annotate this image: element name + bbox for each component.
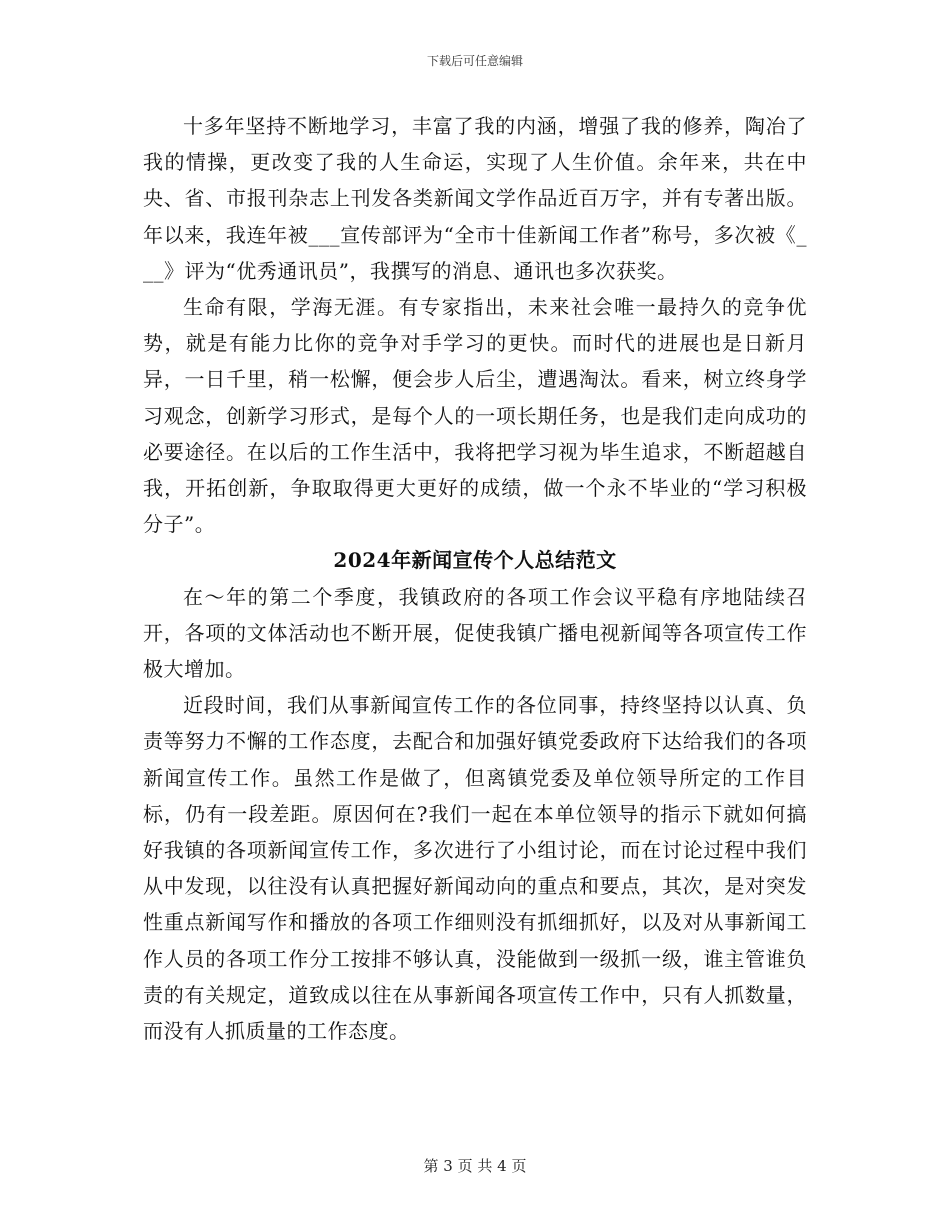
paragraph-lifelong-learning: 生命有限，学海无涯。有专家指出，未来社会唯一最持久的竞争优势，就是有能力比你的竞争对手学习的更快。而时代的进展也是日新月异，一日千里，稍一松懈，便会步人后尘，遭遇淘汰。看来，树立终身学习观念，创新学习形式，是每个人的一项长期任务，也是我们走向成功的必要途径。在以后的工作生活中，我将把学习视为毕生追求，不断超越自我，开拓创新，争取取得更大更好的成绩，做一个永不毕业的“学习积极分子”。 bbox=[143, 295, 807, 537]
document-body bbox=[143, 108, 807, 1049]
paragraph-study-achievements: 十多年坚持不断地学习，丰富了我的内涵，增强了我的修养，陶冶了我的情操，更改变了我的人生命运，实现了人生价值。余年来，共在中央、省、市报刊杂志上刊发各类新闻文学作品近百万字，并有专著出版。年以来，我连年被___宣传部评为“全市十佳新闻工作者”称号，多次被《___》评为“优秀通讯员”，我撰写的消息、通讯也多次获奖。 bbox=[143, 114, 807, 283]
page-header: 下载后可任意编辑 bbox=[426, 54, 523, 68]
section-title: 2024年新闻宣传个人总结范文 bbox=[333, 548, 617, 573]
paragraph-second-quarter: 在～年的第二个季度，我镇政府的各项工作会议平稳有序地陆续召开，各项的文体活动也不断开展，促使我镇广播电视新闻等各项宣传工作极大增加。 bbox=[143, 584, 807, 682]
page-number: 第 3 页 共 4 页 bbox=[423, 1157, 527, 1175]
paragraph-work-review: 近段时间，我们从事新闻宣传工作的各位同事，持终坚持以认真、负责等努力不懈的工作态度，去配合和加强好镇党委政府下达给我们的各项新闻宣传工作。虽然工作是做了，但离镇党委及单位领导所定的工作目标，仍有一段差距。原因何在?我们一起在本单位领导的指示下就如何搞好我镇的各项新闻宣传工作，多次进行了小组讨论，而在讨论过程中我们从中发现，以往没有认真把握好新闻动向的重点和要点，其次，是对突发性重点新闻写作和播放的各项工作细则没有抓细抓好，以及对从事新闻工作人员的各项工作分工按排不够认真，没能做到一级抓一级，谁主管谁负责的有关规定，道致成以往在从事新闻各项宣传工作中，只有人抓数量，而没有人抓质量的工作态度。 bbox=[143, 693, 807, 1044]
